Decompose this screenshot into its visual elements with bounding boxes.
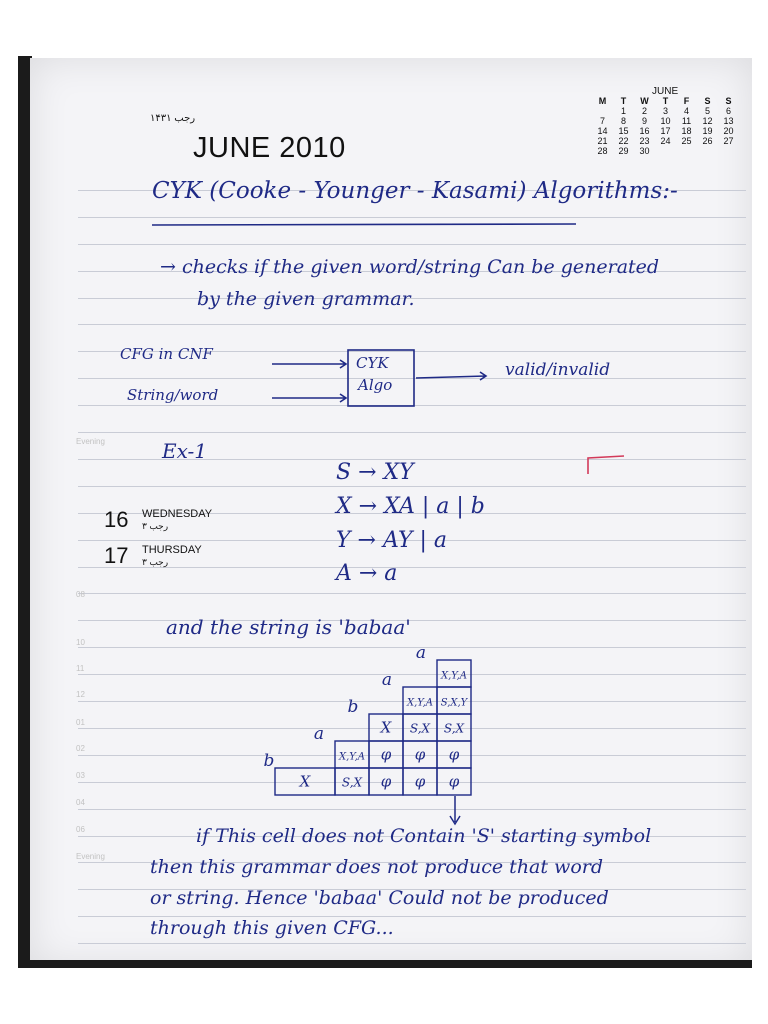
- calendar-day: 16: [639, 126, 650, 136]
- calendar-day: 7: [599, 116, 605, 126]
- margin-label: 04: [76, 798, 85, 807]
- margin-label: 12: [76, 690, 85, 699]
- calendar-day: 9: [641, 116, 647, 126]
- margin-label: Evening: [76, 437, 105, 446]
- cyk-string-letter: b: [263, 751, 275, 771]
- calendar-day: 1: [620, 106, 626, 116]
- cyk-cell-value: φ: [380, 745, 392, 764]
- diagram-output: valid/invalid: [505, 360, 611, 380]
- margin-label: Evening: [76, 852, 105, 861]
- grammar-rule: S → XY: [336, 460, 414, 485]
- calendar-day: 28: [597, 146, 608, 156]
- calendar-day: 26: [702, 136, 713, 146]
- cyk-cell-value: X,Y,A: [406, 697, 434, 709]
- calendar-day: 2: [641, 106, 647, 116]
- calendar-day: 25: [681, 136, 692, 146]
- explanation-line: then this grammar does not produce that word: [150, 856, 604, 878]
- day-name: THURSDAY: [142, 544, 202, 556]
- calendar-day: 22: [618, 136, 629, 146]
- margin-label: 11: [76, 664, 85, 673]
- calendar-day: 14: [597, 126, 608, 136]
- calendar-day: 15: [618, 126, 629, 136]
- calendar-day: 6: [725, 106, 731, 116]
- cyk-cell-value: φ: [414, 745, 426, 764]
- explanation-line: or string. Hence 'babaa' Could not be produced: [150, 887, 609, 909]
- calendar-day: 27: [723, 136, 734, 146]
- grammar-rule: X → XA | a | b: [336, 494, 485, 519]
- calendar-day: 8: [620, 116, 626, 126]
- calendar-day: 3: [662, 106, 668, 116]
- calendar-day: 18: [681, 126, 692, 136]
- cyk-cell-value: S,X: [443, 721, 465, 736]
- calendar-day: 23: [639, 136, 650, 146]
- string-statement: and the string is 'babaa': [166, 615, 411, 639]
- cyk-cell-value: X,Y,A: [338, 751, 366, 763]
- explanation-line: if This cell does not Contain 'S' starting symbol: [196, 825, 652, 847]
- grammar-rule: Y → AY | a: [336, 528, 447, 553]
- cyk-cell-value: X: [380, 718, 392, 737]
- cyk-string-letter: b: [347, 697, 359, 717]
- calendar-day: 17: [660, 126, 671, 136]
- grammar-rule: A → a: [336, 561, 398, 586]
- diagram-input-cfg: CFG in CNF: [120, 345, 213, 363]
- cyk-cell-value: S,X: [341, 775, 363, 790]
- notes-line-2: by the given grammar.: [197, 288, 415, 310]
- calendar-weekday: T: [620, 96, 627, 106]
- calendar-day: 10: [660, 116, 671, 126]
- cyk-string-letter: a: [381, 670, 393, 690]
- calendar-day: 19: [702, 126, 713, 136]
- diagram-box-label-2: Algo: [358, 376, 393, 394]
- calendar-day: 13: [723, 116, 734, 126]
- margin-label: 06: [76, 825, 85, 834]
- calendar-day: 20: [723, 126, 734, 136]
- cyk-cell-value: φ: [380, 772, 392, 791]
- calendar-weekday: W: [640, 96, 649, 106]
- cyk-string-letter: a: [313, 724, 325, 744]
- cyk-cell-value: φ: [448, 745, 460, 764]
- diagram-box-label-1: CYK: [356, 354, 389, 372]
- cyk-cell-value: φ: [414, 772, 426, 791]
- calendar-day: 30: [639, 146, 650, 156]
- margin-label: 02: [76, 744, 85, 753]
- explanation-line: through this given CFG...: [150, 917, 394, 939]
- margin-label: 03: [76, 771, 85, 780]
- cyk-cell-value: S,X,Y: [440, 697, 468, 709]
- cyk-cell-value: φ: [448, 772, 460, 791]
- mini-calendar-month: JUNE: [652, 86, 679, 97]
- diagram-input-string: String/word: [127, 386, 219, 404]
- notes-line-1: → checks if the given word/string Can be generated: [160, 256, 660, 278]
- notes-heading: CYK (Cooke - Younger - Kasami) Algorithms:-: [152, 178, 678, 204]
- calendar-day: 5: [704, 106, 710, 116]
- example-label: Ex-1: [162, 439, 208, 463]
- margin-label: 01: [76, 718, 85, 727]
- down-arrow-icon: [450, 796, 460, 824]
- day-number: 16: [104, 507, 129, 532]
- calendar-weekday: S: [725, 96, 732, 106]
- calendar-day: 21: [597, 136, 608, 146]
- cyk-cell-value: S,X: [409, 721, 431, 736]
- cyk-cell-value: X,Y,A: [440, 670, 468, 682]
- calendar-day: 29: [618, 146, 629, 156]
- calendar-day: 11: [681, 116, 692, 126]
- calendar-weekday: S: [704, 96, 711, 106]
- calendar-weekday: M: [598, 96, 607, 106]
- page-title: JUNE 2010: [193, 132, 346, 164]
- calendar-weekday: T: [662, 96, 669, 106]
- day-hijri: ۳ رجب: [142, 521, 169, 531]
- calendar-day: 24: [660, 136, 671, 146]
- cyk-cell-value: X: [299, 772, 311, 791]
- cyk-string-letter: a: [415, 643, 427, 663]
- day-number: 17: [104, 543, 129, 568]
- calendar-weekday: F: [683, 96, 690, 106]
- margin-label: 08: [76, 590, 85, 599]
- day-name: WEDNESDAY: [142, 508, 213, 520]
- hijri-date-header: رجب ۱۴۳۱: [150, 113, 196, 124]
- calendar-day: 4: [683, 106, 689, 116]
- margin-label: 10: [76, 638, 85, 647]
- calendar-day: 12: [702, 116, 713, 126]
- day-hijri: ۳ رجب: [142, 557, 169, 567]
